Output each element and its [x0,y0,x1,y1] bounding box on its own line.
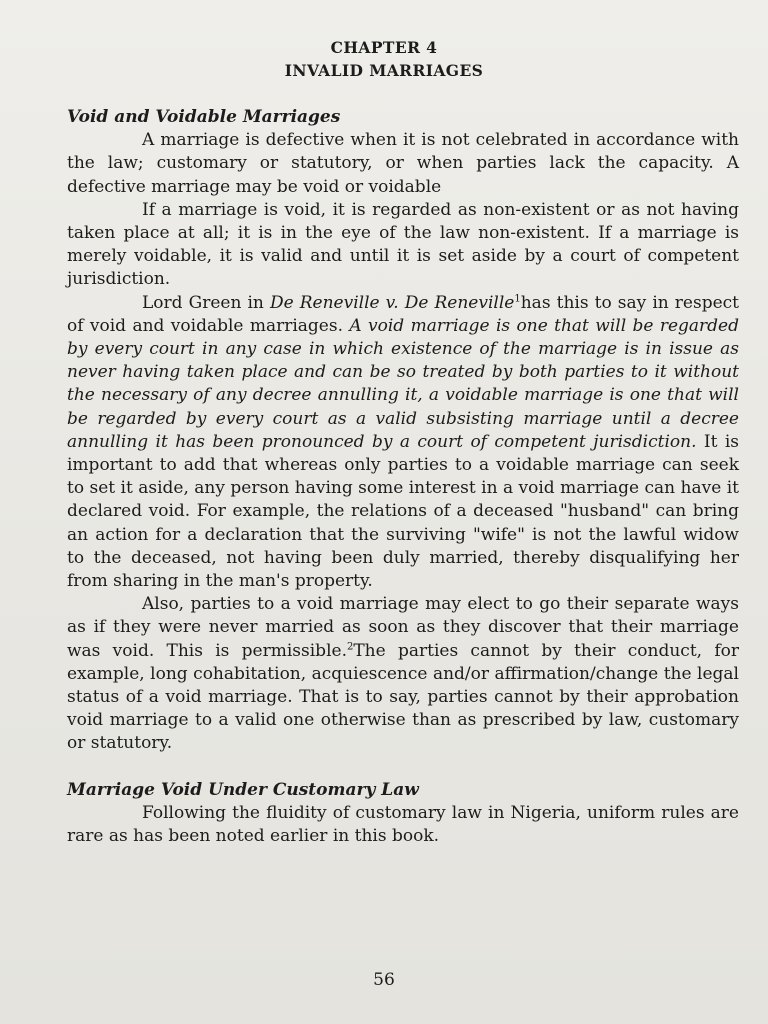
paragraph-lord-green [67,292,739,594]
page-body [67,106,739,848]
section-heading-customary-law: Marriage Void Under Customary Law [67,779,419,800]
quoted-definition: A void marriage is one that will be regarded by every court in any case in which existence of the marriage is in issue as never having taken place and can be so treated by both parties to it without the necessary of any decree annulling it, a voidable marriage is one that will be regarded by every court as a valid subsisting marriage until a decree annulling it has been pronounced by a court of competent jurisdiction. [67,315,739,452]
paragraph-mid: has this to say in respect of void and voidable marriages. [67,292,740,336]
chapter-number: CHAPTER 4 [330,38,438,57]
page-number: 56 [373,970,395,990]
paragraph-lead: Lord Green in [142,292,270,313]
chapter-title: INVALID MARRIAGES [284,61,484,80]
paragraph-rest: The parties cannot by their conduct, for example, long cohabitation, acquiescence and/or affirmation/change the legal status of a void marriage. That is to say, parties cannot by their approbation void marriage to a valid one otherwise than as prescribed by law, customary or statutory. [67,640,739,754]
section-spacer [67,756,739,779]
footnote-marker-1: 1 [514,292,521,304]
footnote-marker-2: 2 [346,641,354,653]
paragraph-customary-law: Following the fluidity of customary law in Nigeria, uniform rules are rare as has been noted earlier in this book. [67,802,739,847]
paragraph-parties-void [67,593,739,755]
paragraph-defective-marriage: A marriage is defective when it is not celebrated in accordance with the law; customary or statutory, or when parties lack the capacity. A defective marriage may be void or voidable [67,130,739,197]
paragraph-rest: It is important to add that whereas only parties to a voidable marriage can seek to set it aside, any person having some interest in a void marriage can have it declared void. For example, the relations of a deceased "husband" can bring an action for a declaration that the surviving "wife" is not the lawful widow to the deceased, not having been duly married, thereby disqualifying her from sharing in the man's property. [67,431,739,592]
paragraph-lead: Also, parties to a void marriage may elect to go their separate ways as if they were never married as soon as they discover that their marriage was void. This is permissible. [67,594,739,661]
section-heading-void-voidable: Void and Voidable Marriages [67,107,341,127]
case-citation: De Reneville v. De Reneville [269,292,515,313]
paragraph-void-vs-voidable: If a marriage is void, it is regarded as non-existent or as not having taken place at all; it is in the eye of the law non-existent. If a marriage is merely voidable, it is valid and until it is set aside by a court of competent jurisdiction. [67,199,739,290]
